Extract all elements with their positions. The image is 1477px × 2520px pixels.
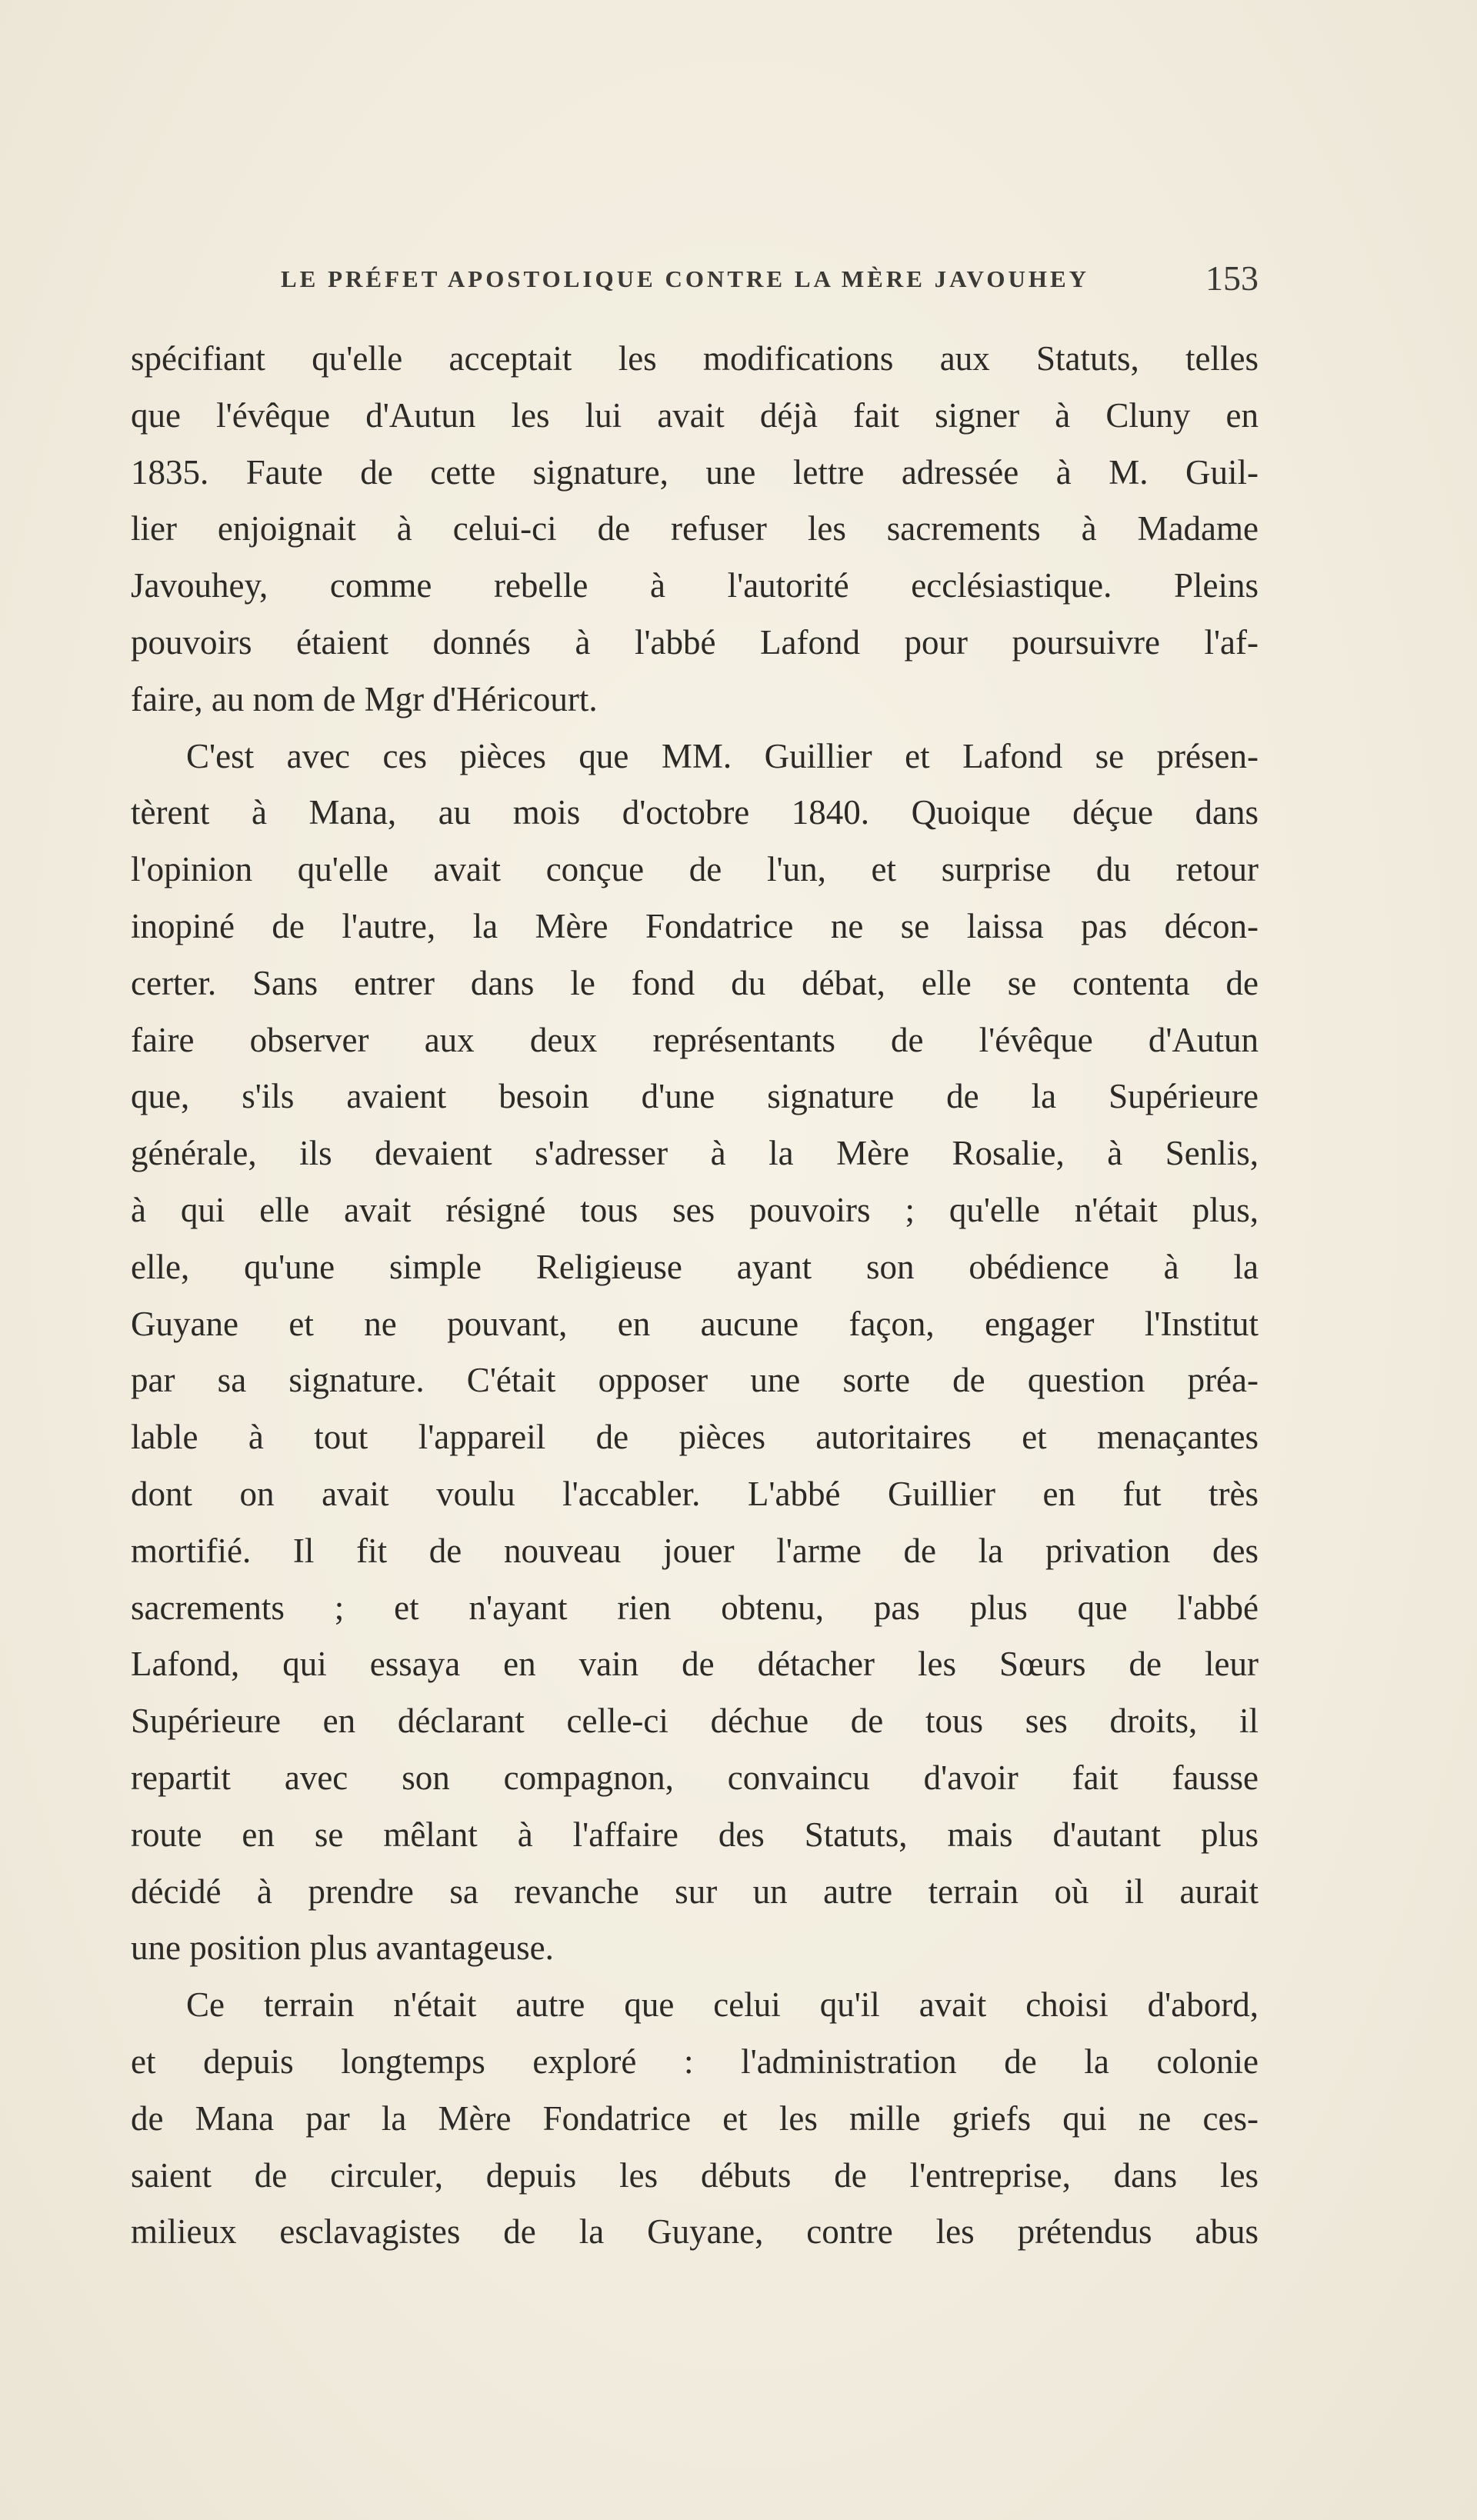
text-line: de Mana par la Mère Fondatrice et les mille griefs qui ne ces- (131, 2098, 1259, 2138)
text-line: par sa signature. C'était opposer une sorte de question préa- (131, 1361, 1259, 1400)
text-line: mortifié. Il fit de nouveau jouer l'arme de la privation des (131, 1531, 1259, 1570)
page-number: 153 (1205, 258, 1259, 298)
running-title: LE PRÉFET APOSTOLIQUE CONTRE LA MÈRE JAVOUHEY (281, 265, 1090, 292)
text-line: générale, ils devaient s'adresser à la Mère Rosalie, à Senlis, (131, 1134, 1259, 1173)
text-line: Javouhey, comme rebelle à l'autorité ecclésiastique. Pleins (131, 566, 1259, 605)
text-line: que, s'ils avaient besoin d'une signature de la Supérieure (131, 1077, 1259, 1116)
text-line: 1835. Faute de cette signature, une lettre adressée à M. Guil- (131, 452, 1259, 492)
text-line: Ce terrain n'était autre que celui qu'il avait choisi d'abord, (186, 1985, 1259, 2025)
text-line: route en se mêlant à l'affaire des Statuts, mais d'autant plus (131, 1815, 1259, 1854)
text-line: lable à tout l'appareil de pièces autoritaires et menaçantes (131, 1418, 1259, 1457)
text-line: à qui elle avait résigné tous ses pouvoirs ; qu'elle n'était plus, (131, 1190, 1259, 1229)
text-line: faire, au nom de Mgr d'Héricourt. (131, 679, 598, 718)
text-line: milieux esclavagistes de la Guyane, contre les prétendus abus (131, 2212, 1259, 2252)
text-line: saient de circuler, depuis les débuts de l'entreprise, dans les (131, 2155, 1259, 2195)
text-line: spécifiant qu'elle acceptait les modifications aux Statuts, telles (131, 339, 1259, 378)
text-line: Guyane et ne pouvant, en aucune façon, engager l'Institut (131, 1304, 1259, 1343)
body-text (131, 331, 1259, 2261)
text-line: Lafond, qui essaya en vain de détacher les Sœurs de leur (131, 1645, 1259, 1684)
text-line: tèrent à Mana, au mois d'octobre 1840. Quoique déçue dans (131, 793, 1259, 832)
page-header (131, 258, 1259, 304)
text-line: pouvoirs étaient donnés à l'abbé Lafond pour poursuivre l'af- (131, 622, 1259, 662)
text-line: C'est avec ces pièces que MM. Guillier et Lafond se présen- (186, 736, 1259, 775)
text-line: lier enjoignait à celui-ci de refuser les sacrements à Madame (131, 509, 1259, 548)
text-line: Supérieure en déclarant celle-ci déchue de tous ses droits, il (131, 1702, 1259, 1741)
text-line: décidé à prendre sa revanche sur un autre terrain où il aurait (131, 1872, 1259, 1911)
text-line: sacrements ; et n'ayant rien obtenu, pas plus que l'abbé (131, 1588, 1259, 1627)
text-line: une position plus avantageuse. (131, 1928, 554, 1968)
text-line: elle, qu'une simple Religieuse ayant son obédience à la (131, 1247, 1259, 1286)
text-line: que l'évêque d'Autun les lui avait déjà fait signer à Cluny en (131, 395, 1259, 435)
text-line: dont on avait voulu l'accabler. L'abbé Guillier en fut très (131, 1474, 1259, 1513)
text-line: et depuis longtemps exploré : l'administration de la colonie (131, 2042, 1259, 2081)
text-line: inopiné de l'autre, la Mère Fondatrice ne se laissa pas décon- (131, 906, 1259, 945)
text-line: certer. Sans entrer dans le fond du débat, elle se contenta de (131, 963, 1259, 1002)
text-line: l'opinion qu'elle avait conçue de l'un, et surprise du retour (131, 850, 1259, 889)
text-line: repartit avec son compagnon, convaincu d'avoir fait fausse (131, 1758, 1259, 1797)
text-line: faire observer aux deux représentants de l'évêque d'Autun (131, 1020, 1259, 1059)
